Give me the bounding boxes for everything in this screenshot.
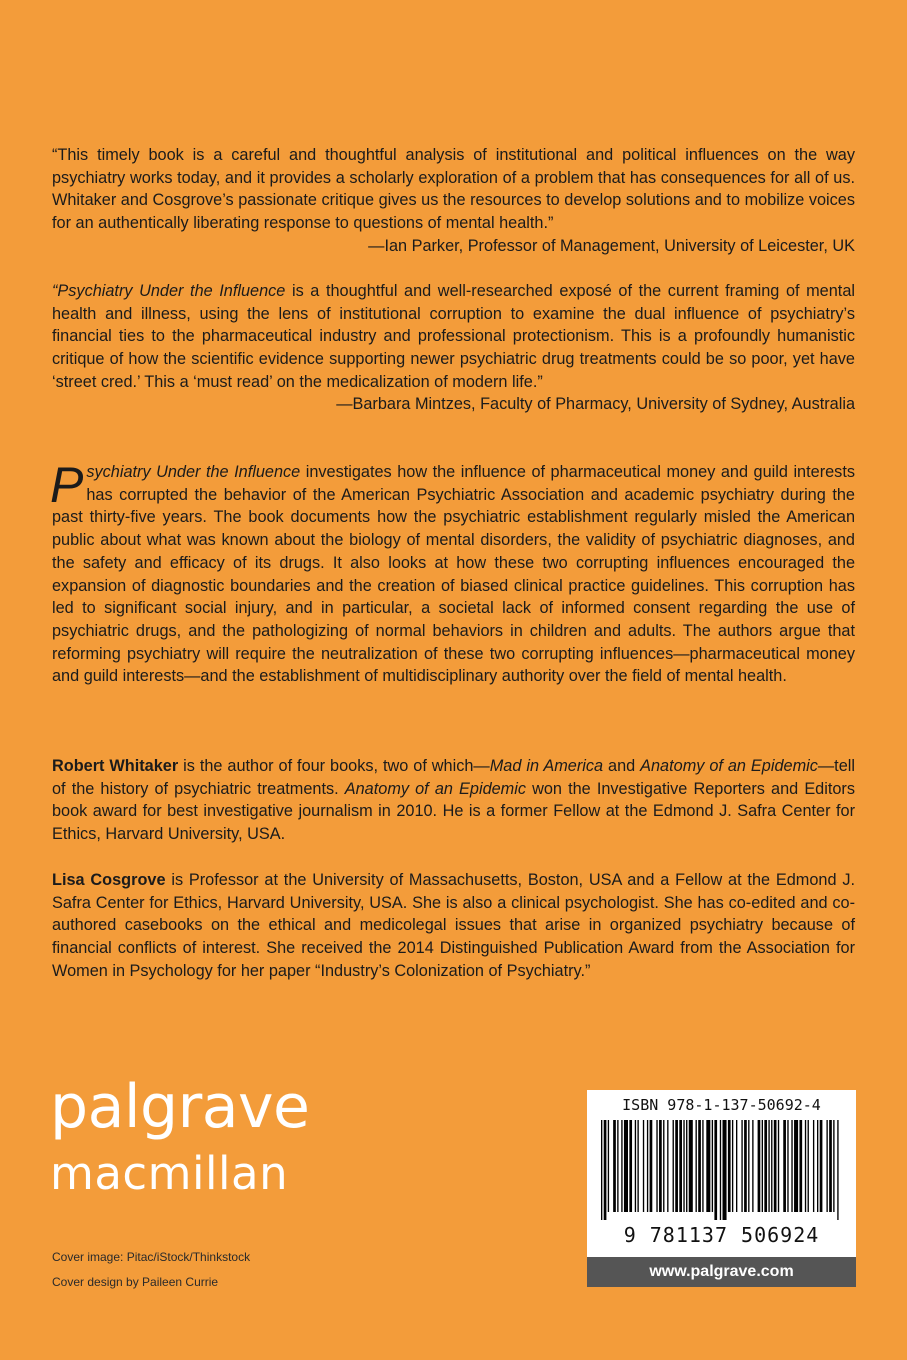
barcode-bar [744,1120,747,1212]
bio-text: is Professor at the University of Massachusetts, Boston, USA and a Fellow at the Edmond J. Safra Center for Ethics, Harvard University, USA. She is also a clinical psychologist. She has co-edited and co-authored casebooks on the ethical and medicolegal issues that arise in organized psychiatry because of financial conflicts of interest. She received the 2014 Distinguished Publication Award from the Association for Women in Psychology for her paper “Industry’s Colonization of Psychiatry.” [52,871,855,980]
quote-attribution-mintzes: —Barbara Mintzes, Faculty of Pharmacy, University of Sydney, Australia [336,395,855,413]
quote-text: is a thoughtful and well-researched exposé of the current framing of mental health and illness, using the lens of institutional corruption to examine the dual influence of psychiatry’s financial ties to the pharmaceutical industry and professional protectionism. This is a profoundly humanistic critique of how the scientific evidence supporting newer psychiatric drug treatments could be so poor, yet have ‘street cred.’ This a ‘must read’ on the medicalization of modern life.” [52,282,855,391]
barcode-bar [673,1120,674,1212]
barcode-bar [696,1120,697,1212]
barcode-bar [783,1120,786,1212]
barcode-bar [791,1120,792,1212]
cover-design-credit: Cover design by Paileen Currie [52,1275,219,1289]
barcode-bar [621,1120,622,1212]
barcode-bar [617,1120,618,1212]
barcode-bar [629,1120,632,1212]
barcode-bar [774,1120,777,1212]
book-title: Anatomy of an Epidemic [640,757,818,775]
barcode-bar [837,1120,838,1220]
barcode-bar [689,1120,693,1212]
barcode-bar [637,1120,638,1212]
bio-text: won the Investigative Reporters and Editors book award for best investigative journalism in 2010. He is a former Fellow at the Edmond J. Safra Center for Ethics, Harvard University, USA. [52,779,855,844]
barcode-bar [762,1120,763,1212]
bio-text: —tell of the history of psychiatric treatments. [52,757,855,798]
quote-ian-parker [52,144,855,235]
barcode-bar [608,1120,609,1212]
barcode-bar [712,1120,713,1212]
barcode-icon [597,1120,846,1220]
barcode-bar [656,1120,657,1212]
bio-text: and [603,757,641,775]
barcode-bar [723,1120,727,1220]
barcode-bar [667,1120,668,1212]
barcode-bar [706,1120,710,1212]
quote-text: “This timely book is a careful and thoughtful analysis of institutional and political influences on the way psychiatry works today, and it provides a scholarly exploration of a problem that has consequences for all of us. Whitaker and Cosgrove’s passionate critique gives us the resources to develop solutions and to mobilize voices for an authentically liberating response to questions of mental health.” [52,146,855,233]
barcode-bar [794,1120,798,1212]
barcode-bar [613,1120,616,1212]
barcode-bar [817,1120,818,1212]
author-bio-whitaker [52,755,855,846]
barcode-bar [683,1120,684,1212]
barcode-bar [663,1120,664,1212]
barcode-digits: 9 781137 506924 [623,1223,820,1247]
bio-text: is the author of four books, two of which— [178,757,490,775]
barcode-bar [764,1120,767,1212]
barcode-bar [714,1120,717,1220]
barcode-bar [702,1120,703,1212]
barcode-bar [829,1120,832,1212]
barcode-bar [675,1120,678,1212]
barcode-bar [799,1120,802,1212]
quote-barbara-mintzes [52,280,855,394]
barcode-bar [728,1120,731,1212]
barcode-bar [635,1120,636,1212]
isbn-label: ISBN 978-1-137-50692-4 [622,1096,821,1114]
barcode-bar [771,1120,772,1212]
barcode-bar [752,1120,753,1212]
publisher-logo-macmillan: macmillan [50,1147,289,1200]
barcode-bar [805,1120,806,1212]
barcode-bar [813,1120,814,1212]
barcode-bar [826,1120,827,1212]
barcode-bar [604,1120,607,1220]
description-title: sychiatry Under the Influence [86,463,301,481]
quote-attribution-parker: —Ian Parker, Professor of Management, University of Leicester, UK [368,237,855,255]
barcode-bar [778,1120,779,1212]
barcode-bar [698,1120,701,1212]
book-title: Mad in America [489,757,604,775]
drop-cap: P [50,457,84,513]
barcode-bar [820,1120,823,1212]
barcode-bar [647,1120,648,1212]
publisher-logo-palgrave: palgrave [50,1072,310,1142]
barcode-bar [601,1120,602,1220]
author-bio-cosgrove [52,869,855,983]
barcode-bar [679,1120,682,1212]
barcode-bar [650,1120,653,1212]
description-text: investigates how the influence of pharmaceutical money and guild interests has corrupted the behavior of the American Psychiatric Association and academic psychiatry during the past thirty-five years. The book documents how the psychiatric establishment regularly misled the American public about what was known about the biology of mental disorders, the validity of psychiatric diagnoses, and the safety and efficacy of its drugs. It also looks at how these two corrupting influences encouraged the expansion of diagnostic boundaries and the creation of biased clinical practice guidelines. This corruption has led to significant social injury, and in particular, a societal lack of informed consent regarding the use of psychiatric drugs, and the pathologizing of normal behaviors in children and adults. The authors argue that reforming psychiatry will require the neutralization of these two corrupting influences—pharmaceutical money and guild interests—and the establishment of multidisciplinary authority over the field of mental health. [52,463,855,686]
barcode-bar [758,1120,761,1212]
barcode-panel [587,1090,856,1257]
author-name: Robert Whitaker [52,757,179,775]
barcode-bar [736,1120,737,1212]
barcode-bar [833,1120,834,1212]
barcode-bar [732,1120,733,1212]
cover-image-credit: Cover image: Pitac/iStock/Thinkstock [52,1250,251,1264]
book-title: Anatomy of an Epidemic [344,779,526,798]
barcode-bar [768,1120,769,1212]
barcode-bar [720,1120,721,1220]
barcode-bar [748,1120,749,1212]
author-name: Lisa Cosgrove [52,871,166,889]
barcode-bar [741,1120,742,1212]
publisher-url[interactable]: www.palgrave.com [587,1257,856,1287]
barcode-bar [787,1120,788,1212]
barcode-bar [659,1120,662,1212]
barcode-bar [643,1120,644,1212]
barcode-bar [808,1120,809,1212]
book-description [50,457,855,688]
barcode-bar [686,1120,687,1212]
quote-book-title: “Psychiatry Under the Influence [52,282,286,300]
barcode-bar [624,1120,628,1212]
